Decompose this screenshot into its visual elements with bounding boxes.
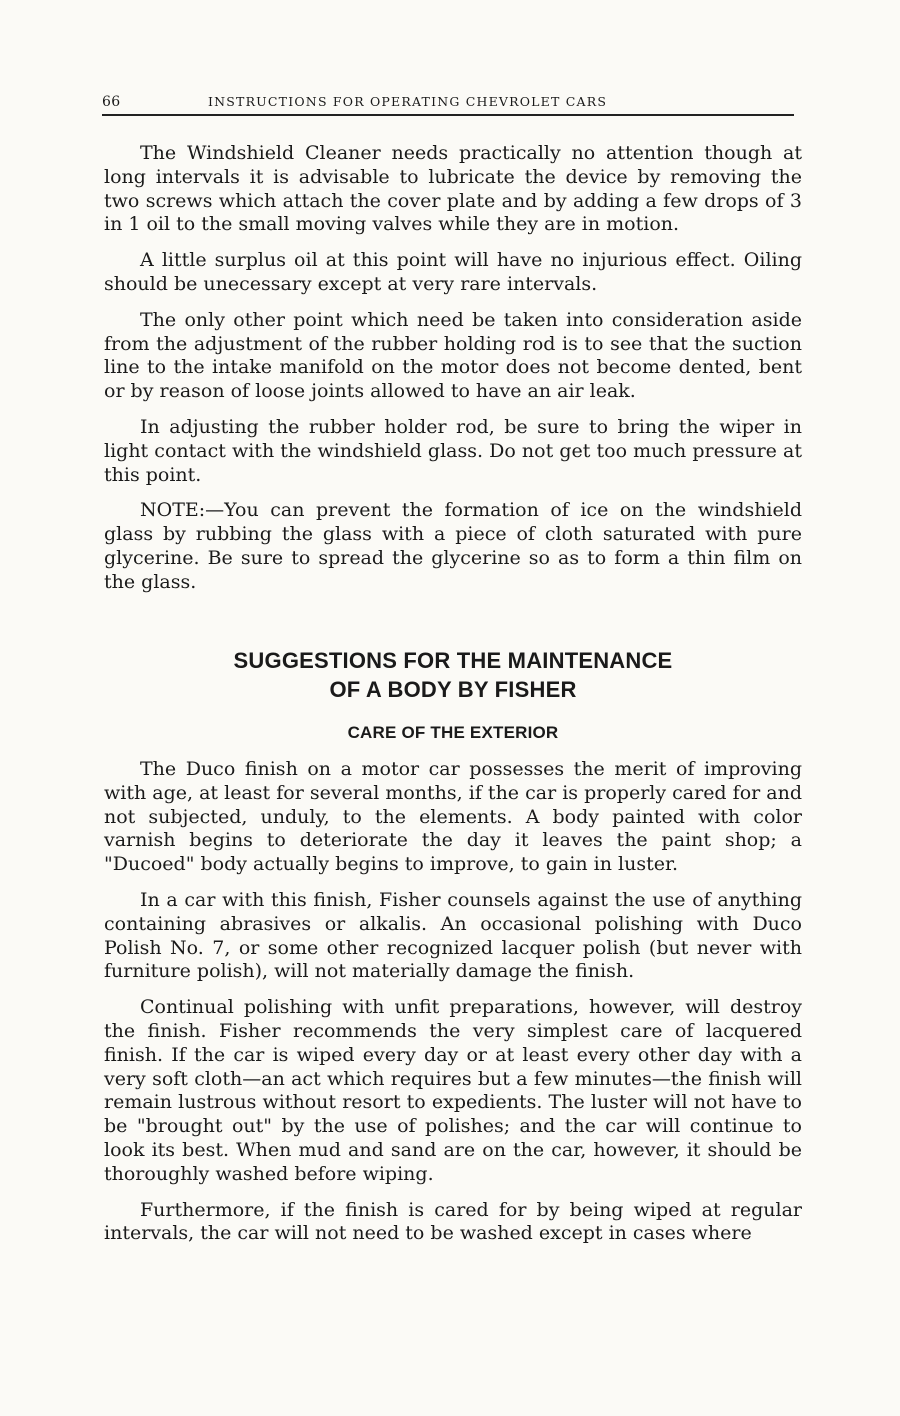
paragraph: The Duco finish on a motor car possesses the merit of improving with age, at least for several months, if the car is properly cared for and not subjected, unduly, to the elements. A body painted with color varnish begins to deteriorate the day it leaves the paint shop; a "Ducoed" body actually begins to improve, to gain in luster. [104,758,802,876]
page-number: 66 [102,94,121,110]
body-text-windshield [104,142,802,607]
header-rule [102,114,794,116]
section-title-line-1: SUGGESTIONS FOR THE MAINTENANCE [233,648,673,673]
subheading: CARE OF THE EXTERIOR [347,723,559,742]
paragraph: The only other point which need be taken into consideration aside from the adjustment of the rubber holding rod is to see that the suction line to the intake manifold on the motor does not become dented, bent or by reason of loose joints allowed to have an air leak. [104,308,802,403]
paragraph-note: NOTE:—You can prevent the formation of ice on the windshield glass by rubbing the glass with a piece of cloth saturated with pure glycerine. Be sure to spread the glycerine so as to form a thin film on the glass. [104,499,802,593]
section-title [104,646,802,704]
paragraph: A little surplus oil at this point will have no injurious effect. Oiling should be unecessary except at very rare intervals. [104,249,802,295]
body-text-exterior [104,758,802,1258]
section-title-line-2: OF A BODY BY FISHER [329,677,577,702]
paragraph: Furthermore, if the finish is cared for by being wiped at regular intervals, the car will not need to be washed except in cases where [104,1198,802,1245]
running-head: INSTRUCTIONS FOR OPERATING CHEVROLET CARS [208,94,608,109]
paragraph: The Windshield Cleaner needs practically no attention though at long intervals it is advisable to lubricate the device by removing the two screws which attach the cover plate and by adding a few drops of 3 in 1 oil to the small moving valves while they are in motion. [104,142,802,236]
paragraph: Continual polishing with unfit preparations, however, will destroy the finish. Fisher recommends the very simplest care of lacquered finish. If the car is wiped every day or at least every other day with a very soft cloth—an act which requires but a few minutes—the finish will remain lustrous without resort to expedients. The luster will not have to be "brought out" by the use of polishes; and the car will continue to look its best. When mud and sand are on the car, however, it should be thoroughly washed before wiping. [104,996,802,1185]
paragraph: In a car with this finish, Fisher counsels against the use of anything containing abrasives or alkalis. An occasional polishing with Duco Polish No. 7, or some other recognized lacquer polish (but never with furniture polish), will not materially damage the finish. [104,888,802,983]
page-header [102,92,794,116]
paragraph: In adjusting the rubber holder rod, be sure to bring the wiper in light contact with the windshield glass. Do not get too much pressure at this point. [104,415,802,486]
